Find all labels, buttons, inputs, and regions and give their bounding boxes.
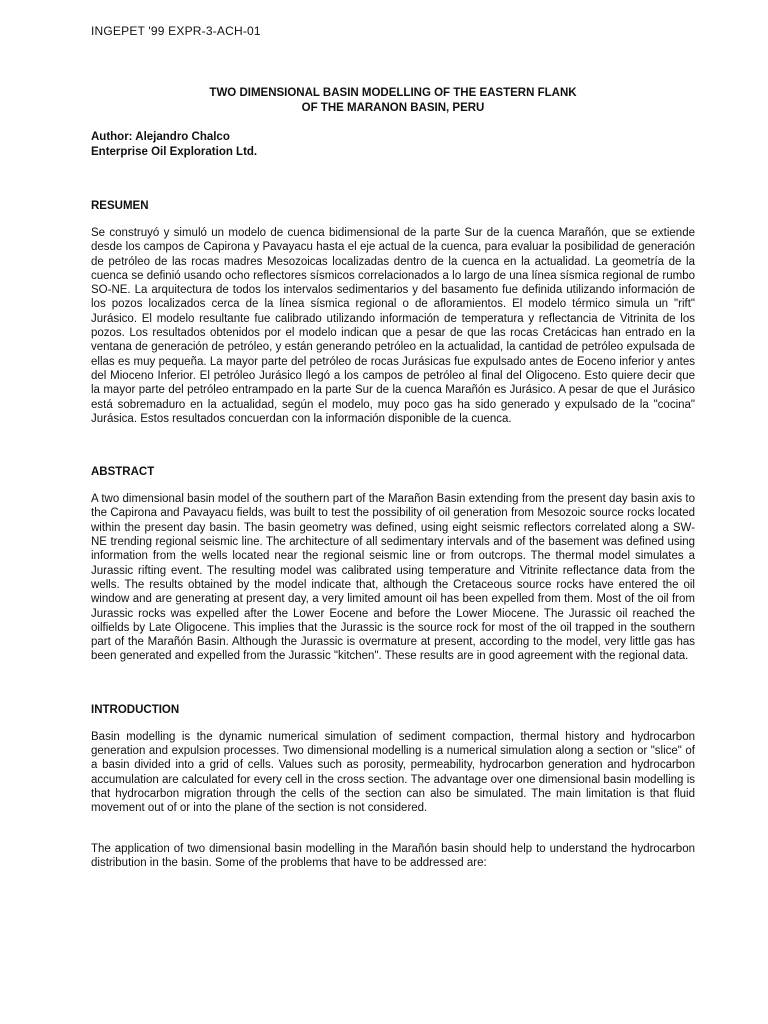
- document-page: [91, 24, 695, 870]
- title-line-2: OF THE MARANON BASIN, PERU: [301, 102, 485, 114]
- introduction-paragraph-2: The application of two dimensional basin modelling in the Marañón basin should help to understand the hydrocarbon distribution in the basin. Some of the problems that have to be addressed are:: [91, 842, 695, 869]
- author-affiliation: Enterprise Oil Exploration Ltd.: [91, 146, 258, 158]
- author-block: [91, 130, 695, 160]
- author-name: Author: Alejandro Chalco: [91, 131, 230, 143]
- section-introduction: [91, 704, 695, 870]
- title-line-1: TWO DIMENSIONAL BASIN MODELLING OF THE EASTERN FLANK: [209, 87, 577, 99]
- abstract-heading: ABSTRACT: [91, 466, 155, 479]
- section-abstract: [91, 466, 695, 664]
- document-id: INGEPET '99 EXPR-3-ACH-01: [91, 24, 261, 38]
- introduction-paragraph-1: Basin modelling is the dynamic numerical simulation of sediment compaction, thermal history and hydrocarbon generation and expulsion processes. Two dimensional modelling is a numerical simulation along a section or "slice" of a basin divided into a grid of cells. Values such as porosity, permeability, hydrocarbon generation and hydrocarbon accumulation are calculated for every cell in the cross section. The advantage over one dimensional basin modelling is that hydrocarbon migration through the cells of the section can also be simulated. The main limitation is that fluid movement out of or into the plane of the section is not considered.: [91, 730, 695, 815]
- title-block: [91, 86, 695, 116]
- abstract-text: A two dimensional basin model of the southern part of the Marañon Basin extending from the present day basin axis to the Capirona and Pavayacu fields, was built to test the possibility of oil generation from Mesozoic source rocks located within the present day basin. The basin geometry was defined, using eight seismic reflectors correlated along a SW-NE trending regional seismic line. The architecture of all sedimentary intervals and of the basement was defined using information from the wells located near the regional seismic line or from outcrops. The thermal model simulates a Jurassic rifting event. The resulting model was calibrated using temperature and Vitrinite reflectance data from the wells. The results obtained by the model indicate that, although the Cretaceous source rocks have entered the oil window and are generating at present day, a very limited amount oil has been expelled from them. Most of the oil from Jurassic rocks was expelled after the Lower Eocene and before the Lower Miocene. The Jurassic oil reached the oilfields by Late Oligocene. This implies that the Jurassic is the source rock for most of the oil trapped in the southern part of the Marañón Basin. Although the Jurassic is overmature at present, according to the model, very little gas has been generated and expelled from the Jurassic "kitchen". These results are in good agreement with the regional data.: [91, 493, 695, 663]
- introduction-heading: INTRODUCTION: [91, 703, 180, 716]
- section-resumen: [91, 200, 695, 426]
- resumen-heading: RESUMEN: [91, 200, 149, 212]
- resumen-text: Se construyó y simuló un modelo de cuenca bidimensional de la parte Sur de la cuenca Marañón, que se extiende desde los campos de Capirona y Pavayacu hasta el eje actual de la cuenca, para evaluar la posibilidad de generación de petróleo de las rocas madres Mesozoicas localizadas dentro de la cuenca en la actualidad. La geometría de la cuenca se definió usando ocho reflectores sísmicos correlacionados a lo largo de una línea sísmica regional de rumbo SO-NE. La arquitectura de todos los intervalos sedimentarios y del basamento fue definida utilizando información de los pozos localizados cerca de la línea sísmica regional o de afloramientos. El modelo térmico simula un "rift" Jurásico. El modelo resultante fue calibrado utilizando información de temperatura y reflectancia de Vitrinita de los pozos. Los resultados obtenidos por el modelo indican que a pesar de que las rocas Cretácicas han entrado en la ventana de generación de petróleo, y están generando petróleo en la actualidad, la cantidad de petróleo expulsada de ellas es muy pequeña. La mayor parte del petróleo de rocas Jurásicas fue expulsado antes de Eoceno inferior y antes del Mioceno Inferior. El petróleo Jurásico llegó a los campos de petróleo al final del Oligoceno. Esto quiere decir que la mayor parte del petróleo entrampado en la parte Sur de la cuenca Marañón es Jurásico. A pesar de que el Jurásico está sobremaduro en la actualidad, según el modelo, muy poco gas ha sido generado y expulsado de la "cocina" Jurásica. Estos resultados concuerdan con la información disponible de la cuenca.: [91, 227, 695, 425]
